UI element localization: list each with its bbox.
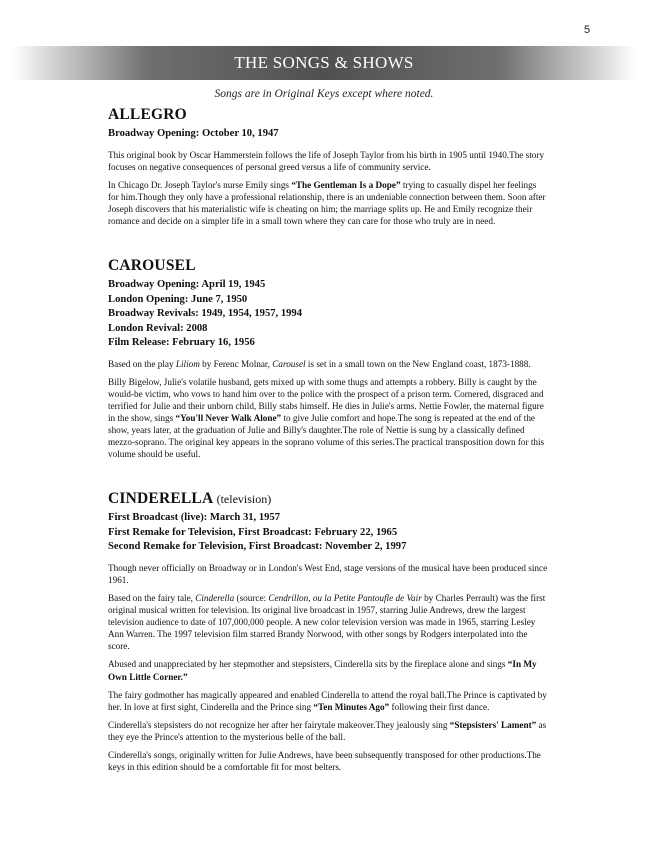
show-title-text: ALLEGRO (108, 106, 187, 123)
play-title: Liliom (175, 358, 200, 369)
fact-first-broadcast: First Broadcast (live): March 31, 1957 (108, 512, 281, 524)
synopsis-paragraph: This original book by Oscar Hammerstein follows the life of Joseph Taylor from his birth in 1905 until 1940.The story focuses on negative consequences of personal greed versus a life of community service. (108, 149, 545, 172)
fact-second-remake: Second Remake for Television, First Broadcast: November 2, 1997 (108, 541, 407, 553)
show-facts (108, 127, 548, 142)
show-title (108, 490, 548, 508)
show-title-note: (television) (216, 492, 272, 507)
synopsis-paragraph (108, 179, 548, 227)
fact-broadway-opening: Broadway Opening: April 19, 1945 (108, 279, 266, 291)
synopsis-paragraph: Cinderella's songs, originally written for Julie Andrews, have been subsequently transposed for other productions.The keys in this edition should be a comfortable fit for most belters. (108, 750, 541, 773)
show-facts (108, 511, 548, 555)
text-run: (source: (234, 593, 269, 603)
banner-title: THE SONGS & SHOWS (234, 53, 414, 72)
text-run: to give Julie comfort and hope.The song is repeated at the end of the show, years later, at the graduation of Julie and Billy's daughter.The role of Nettie is sung by a classically defined mezzo-soprano. The original key appears in the soprano volume of this series.The practical transposition down for this volume should be useful. (108, 412, 545, 460)
text-run: by Charles Perrault) was the first original musical written for television. Its original live broadcast in 1957, starring Julie Andrews, drew the largest television audience to date of 107,000,000 people. A new color television version was made in 1965, starring Lesley Ann Warren. The 1997 television film starred Brandy Norwood, with other songs by Rodgers interpolated into the score. (108, 593, 546, 652)
text-run: following their first dance. (389, 701, 490, 712)
text-run: Abused and unappreciated by her stepmother and stepsisters, Cinderella sits by the fireplace alone and sings (108, 659, 508, 670)
fact-broadway-revivals: Broadway Revivals: 1949, 1954, 1957, 1994 (108, 308, 303, 320)
text-run: is set in a small town on the New England coast, 1873-1888. (305, 358, 531, 369)
synopsis-paragraph (108, 592, 548, 652)
song-title: “Ten Minutes Ago” (313, 701, 390, 712)
shows-content (108, 106, 548, 779)
text-run: by Ferenc Molnar, (199, 358, 273, 369)
show-title-text: CAROUSEL (108, 257, 196, 275)
synopsis-paragraph: Though never officially on Broadway or in London's West End, stage versions of the musical have been produced since 1961. (108, 562, 548, 585)
song-title: “Stepsisters' Lament” (449, 719, 537, 730)
song-title: “You'll Never Walk Alone” (175, 412, 282, 423)
show-title-text: CINDERELLA (108, 490, 213, 508)
text-run: The fairy godmother has magically appeared and enabled Cinderella to attend the royal ball.The Prince is captivated by her. In love at first sight, Cinderella and the Prince sing (108, 689, 547, 712)
synopsis-paragraph (108, 689, 548, 713)
text-run: as they eye the Prince's attention to the mysterious belle of the ball. (108, 719, 547, 742)
show-carousel (108, 257, 548, 460)
show-title-italic: Carousel (272, 358, 306, 369)
synopsis-paragraph (108, 658, 548, 682)
show-title (108, 257, 548, 275)
text-run: Billy Bigelow, Julie's volatile husband, gets mixed up with some thugs and attempts a robbery. Billy is caught by the would-be victim, who vows to hand him over to the police with the prospect of a prison term. Cornered, disgraced and terrified for Julie and their unborn child, Billy stabs himself. He dies in Julie's arms. Nettie Fowler, the maternal figure in the show, sings (108, 376, 544, 423)
fact-film-release: Film Release: February 16, 1956 (108, 337, 255, 349)
fact-london-opening: London Opening: June 7, 1950 (108, 293, 248, 305)
source-title: Cendrillon, ou la Petite Pantoufle de Vair (268, 593, 422, 603)
synopsis-paragraph (108, 719, 548, 743)
text-run: Based on the fairy tale, (108, 593, 196, 603)
keys-note: Songs are in Original Keys except where noted. (214, 88, 434, 100)
song-title: “The Gentleman Is a Dope” (291, 179, 401, 190)
show-cinderella (108, 490, 548, 773)
text-run: In Chicago Dr. Joseph Taylor's nurse Emily sings (108, 179, 292, 190)
text-run: Cinderella's stepsisters do not recognize her after her fairytale makeover.They jealously sing (108, 719, 450, 730)
fact-london-revival: London Revival: 2008 (108, 322, 208, 334)
synopsis-paragraph (108, 376, 548, 461)
text-run: Based on the play (108, 358, 176, 369)
show-title-italic: Cinderella (195, 593, 235, 603)
show-title (108, 106, 548, 124)
page-number: 5 (584, 24, 591, 36)
show-facts (108, 278, 548, 351)
fact-broadway-opening: Broadway Opening: October 10, 1947 (108, 128, 279, 139)
fact-first-remake: First Remake for Television, First Broadcast: February 22, 1965 (108, 526, 398, 538)
text-run: trying to casually dispel her feelings for him.Though they only have a professional relationship, there is an undeniable connection between them. Soon after Joseph discovers that his materialistic wife is cheating on him; the marriage splits up. He and Emily recognize their romance and decide on a simpler life in a small town where they can care for those who truly are in need. (108, 179, 546, 226)
show-allegro (108, 106, 548, 227)
synopsis-paragraph (108, 358, 548, 370)
song-title: “In My Own Little Corner.” (108, 659, 537, 682)
section-banner (12, 46, 636, 80)
